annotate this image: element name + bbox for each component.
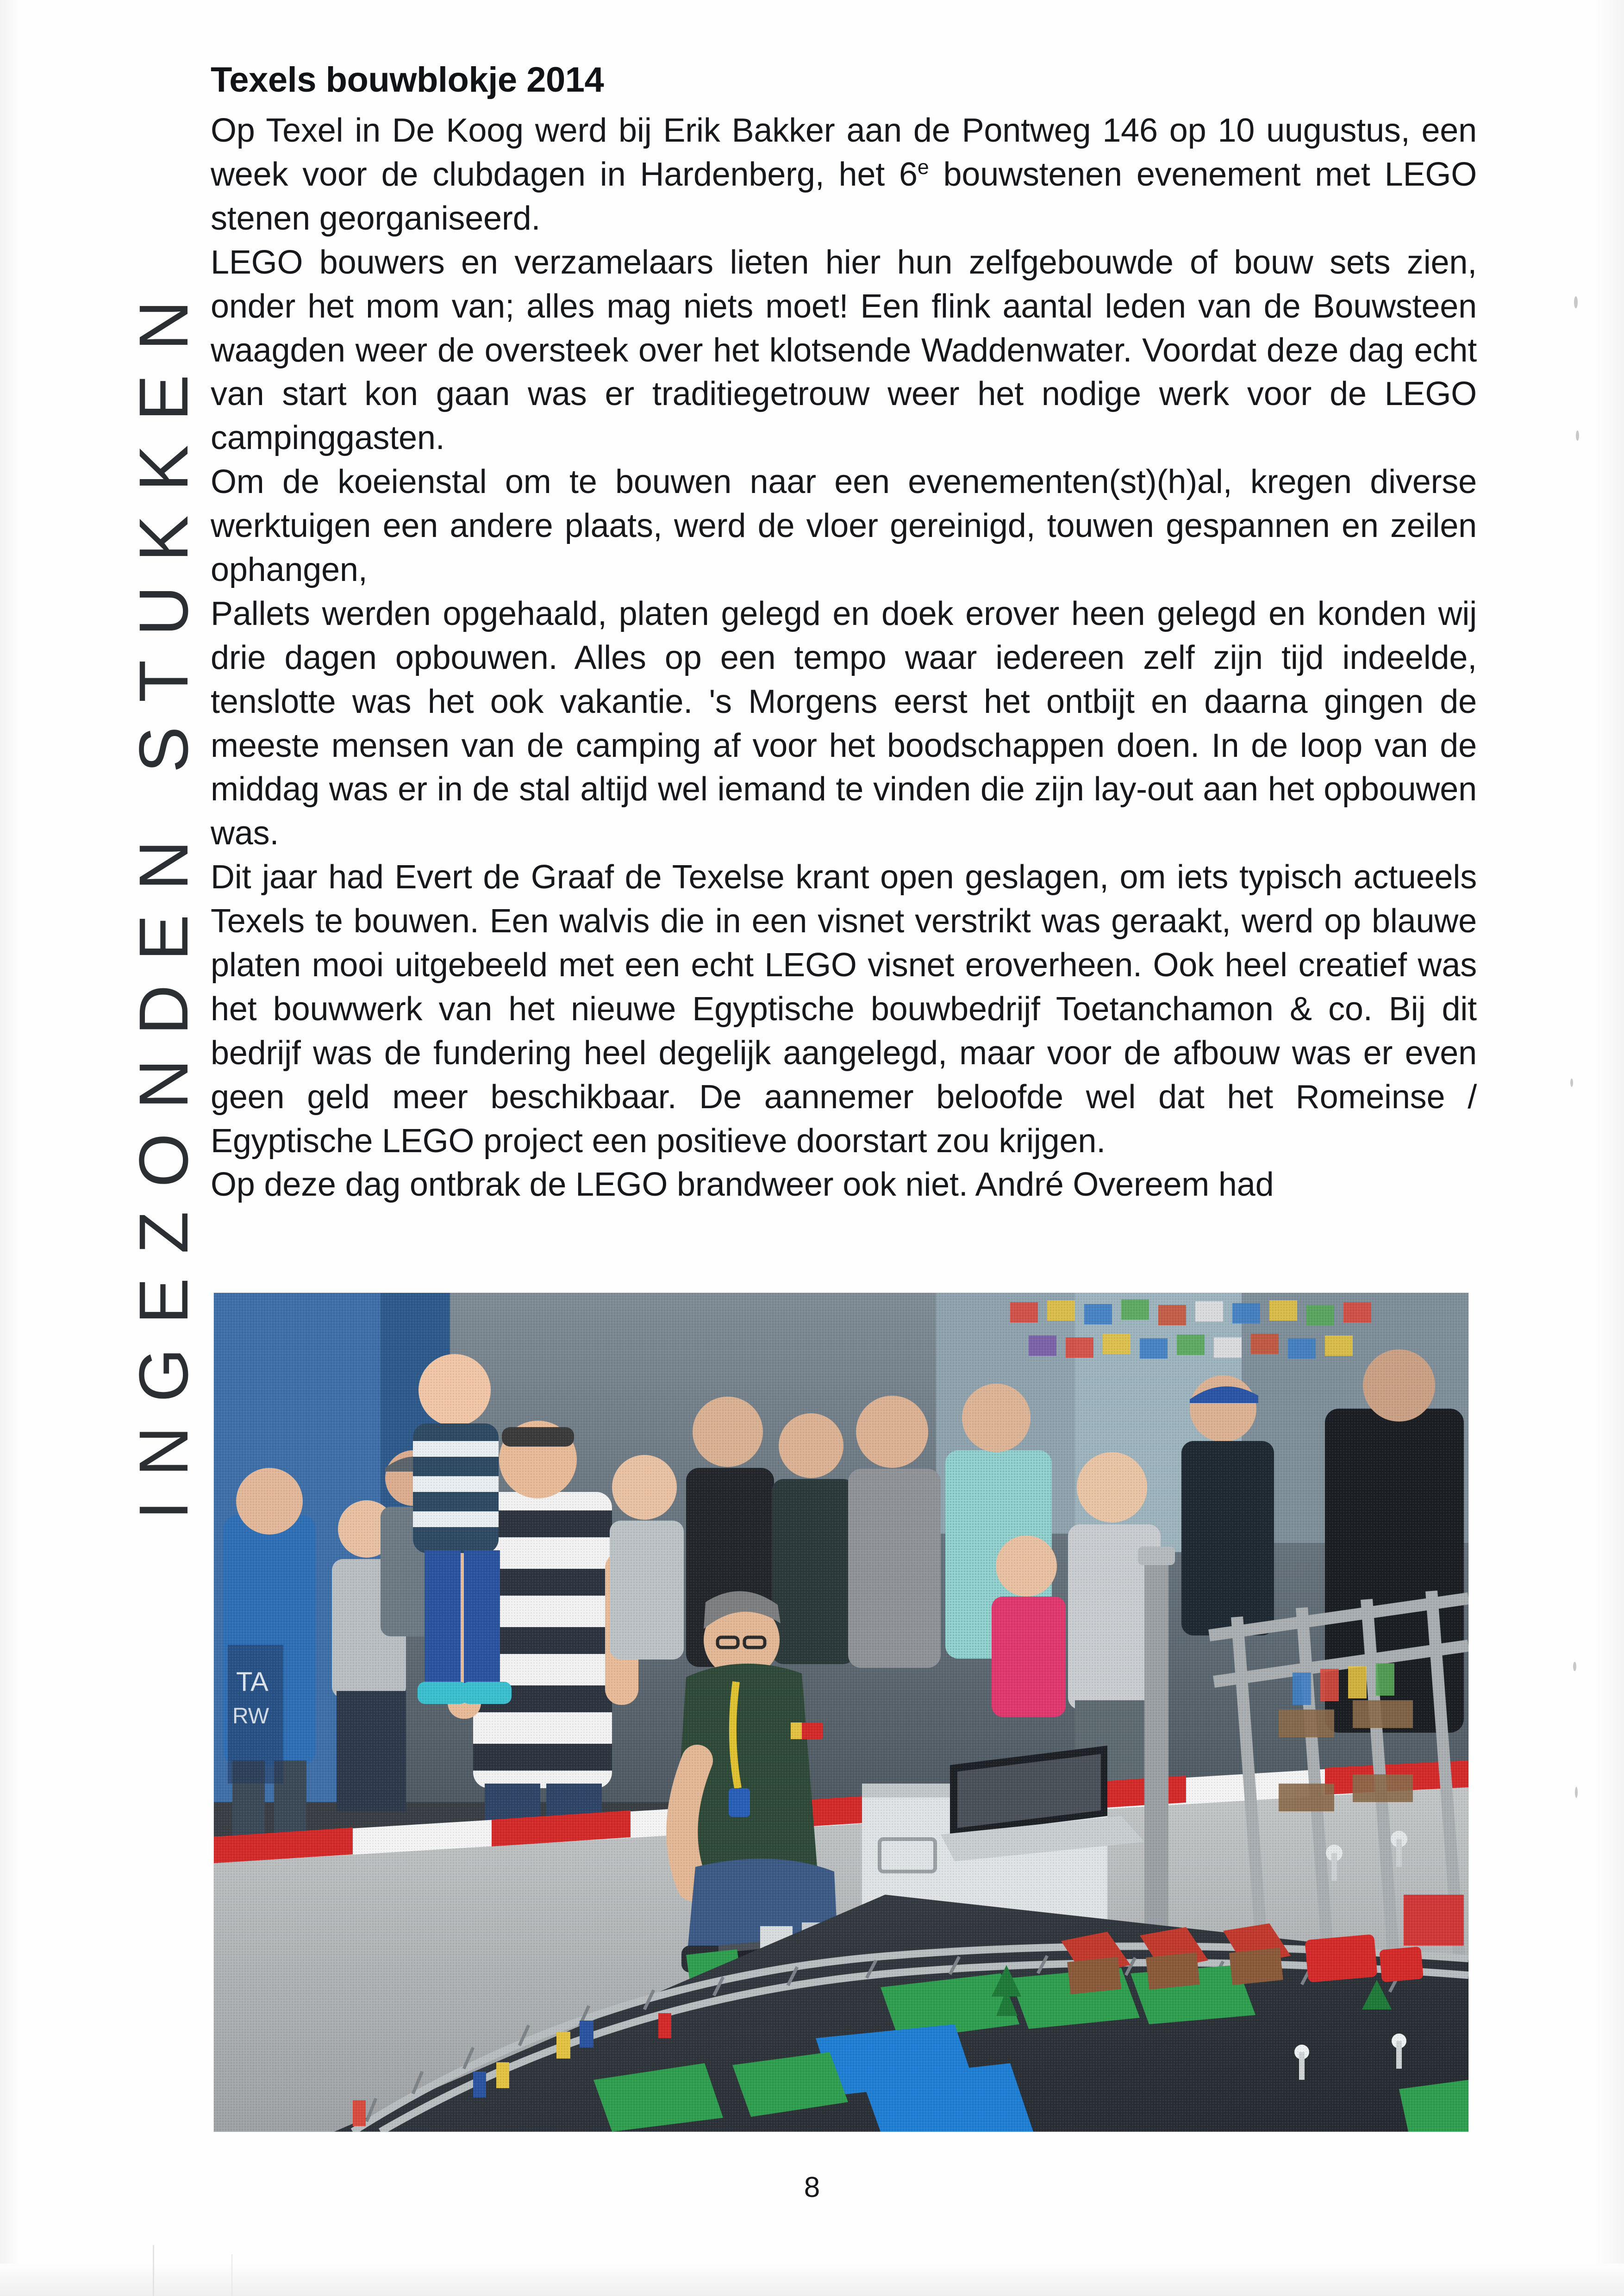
scan-speck xyxy=(1574,296,1578,308)
scan-edge-right xyxy=(1596,0,1624,2296)
paragraph-6: Op deze dag ontbrak de LEGO brandweer ook niet. André Overeem had xyxy=(211,1166,1274,1204)
page-number: 8 xyxy=(804,2171,820,2203)
side-banner xyxy=(106,56,221,1741)
paragraph-1 xyxy=(211,109,1477,241)
paragraph-2: LEGO bouwers en verzamelaars lieten hier hun zelfgebouwde of bouw sets zien, onder het mom van; alles mag niets moet! Een flink aantal leden van de Bouwsteen waagden weer de oversteek over het klotsende Waddenwater. Voordat deze dag echt van start kon gaan was er traditiegetrouw weer het nodige werk voor de LEGO campinggasten. xyxy=(211,243,1477,457)
paragraph-1-text-after-ordinal: bouwstenen evenement met LEGO stenen georganiseerd. xyxy=(211,156,1477,237)
ordinal-superscript: e xyxy=(917,156,929,179)
scan-speck xyxy=(1573,1662,1576,1671)
side-banner-label: INGEZONDEN STUKKEN xyxy=(125,276,202,1520)
scan-edge-left xyxy=(0,0,19,2296)
page-title: Texels bouwblokje 2014 xyxy=(211,60,604,100)
paragraph-3: Om de koeienstal om te bouwen naar een evenementen(st)(h)al, kregen diverse werktuigen een andere plaats, werd de vloer gereinigd, touwen gespannen en zeilen ophangen, xyxy=(211,463,1477,589)
scan-fold-mark-secondary xyxy=(231,2254,232,2296)
event-photograph-image xyxy=(214,1293,1468,2132)
paragraph-1-text-before-ordinal: Op Texel in De Koog werd bij Erik Bakker aan de Pontweg 146 op 10 uugustus, een week voor de clubdagen in Hardenberg, het 6 xyxy=(211,112,1477,193)
paragraph-5: Dit jaar had Evert de Graaf de Texelse krant open geslagen, om iets typisch actueels Texels te bouwen. Een walvis die in een visnet verstrikt was geraakt, werd op blauwe platen mooi uitgebeeld met een echt LEGO visnet eroverheen. Ook heel creatief was het bouwwerk van het nieuwe Egyptische bouwbedrijf Toetanchamon & co. Bij dit bedrijf was de fundering heel degelijk aangelegd, maar voor de afbouw was er even geen geld meer beschikbaar. De aannemer beloofde wel dat het Romeinse / Egyptische LEGO project een positieve doorstart zou krijgen. xyxy=(211,859,1477,1160)
scan-speck xyxy=(1575,1787,1578,1798)
article-body xyxy=(211,60,1477,1207)
scan-edge-bottom xyxy=(0,2264,1624,2296)
scan-speck xyxy=(1576,430,1579,441)
scan-fold-mark xyxy=(153,2245,154,2296)
event-photograph xyxy=(214,1293,1468,2132)
paragraph-4: Pallets werden opgehaald, platen gelegd en doek erover heen gelegd en konden wij drie dagen opbouwen. Alles op een tempo waar iedereen zelf zijn tijd indeelde, tenslotte was het ook vakantie. 's Morgens eerst het ontbijt en daarna gingen de meeste mensen van de camping af voor het boodschappen doen. In de loop van de middag was er in de stal altijd wel iemand te vinden die zijn lay-out aan het opbouwen was. xyxy=(211,595,1477,852)
scan-speck xyxy=(1570,1079,1573,1087)
